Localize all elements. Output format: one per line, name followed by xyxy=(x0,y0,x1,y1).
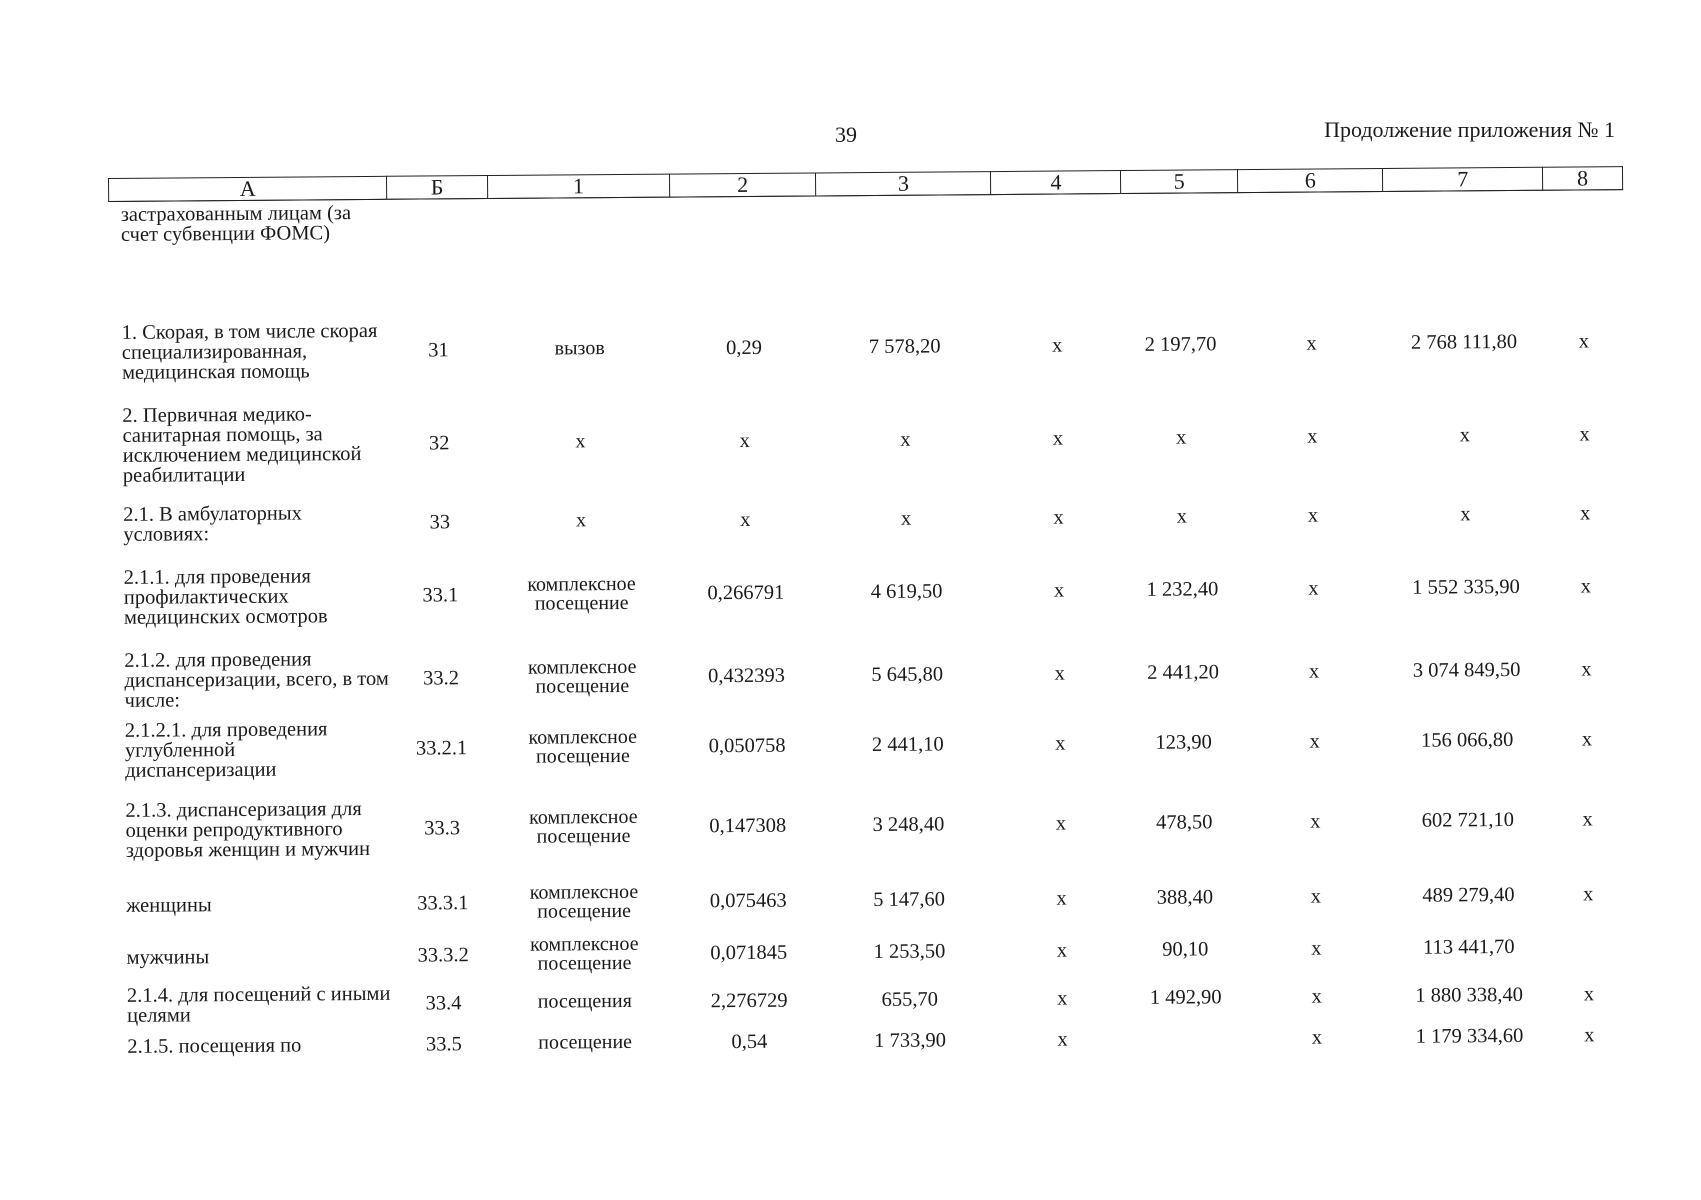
row-col-7: 489 279,40 xyxy=(1422,883,1515,907)
row-col-7: 1 880 338,40 xyxy=(1415,983,1524,1007)
row-code: 33.2 xyxy=(422,666,460,690)
header-col-4: 4 xyxy=(991,171,1121,195)
row-unit: вызов xyxy=(554,337,605,360)
header-col-5: 5 xyxy=(1121,170,1238,194)
row-unit: x xyxy=(575,509,587,532)
row-col-6: x xyxy=(1311,936,1322,960)
row-name: 2.1.2. для проведения диспансеризации, всего, в том числе: xyxy=(124,647,389,712)
table-row xyxy=(113,770,1628,880)
row-code: 33.3.2 xyxy=(417,943,469,967)
row-col-2: 0,54 xyxy=(731,1030,768,1053)
header-col-7: 7 xyxy=(1383,167,1543,191)
row-col-8: x xyxy=(1578,329,1590,352)
row-col-5: 478,50 xyxy=(1156,810,1213,834)
row-col-3: 1 253,50 xyxy=(873,939,946,963)
row-name: 2.1. В амбулаторных условиях: xyxy=(123,501,302,546)
row-col-7: 1 552 335,90 xyxy=(1412,575,1520,599)
row-col-3: x xyxy=(900,507,912,530)
row-col-5: 2 197,70 xyxy=(1144,332,1217,356)
row-col-7: 113 441,70 xyxy=(1422,935,1515,959)
intro-row xyxy=(109,190,1624,310)
row-col-7: 2 768 111,80 xyxy=(1410,330,1518,354)
row-col-4: x xyxy=(1053,579,1065,602)
row-col-3: 4 619,50 xyxy=(870,579,943,603)
table-row xyxy=(110,298,1625,396)
data-table-wrapper xyxy=(108,166,1630,1065)
row-col-8: x xyxy=(1579,501,1591,524)
intro-text: застрахованным лицам (за счет субвенции ФОМС) xyxy=(120,202,352,246)
header-col-8: 8 xyxy=(1543,167,1623,191)
row-code: 33.1 xyxy=(422,583,459,607)
row-unit: комплексное посещение xyxy=(527,655,637,698)
row-col-2: 0,29 xyxy=(725,336,762,359)
row-col-2: 0,071845 xyxy=(710,941,788,964)
table-row xyxy=(110,384,1625,496)
row-col-4: x xyxy=(1056,938,1068,962)
row-col-4: x xyxy=(1053,506,1064,529)
row-col-6: x xyxy=(1310,809,1321,833)
row-name: 2.1.4. для посещений с иными целями xyxy=(126,982,391,1027)
row-col-8: x xyxy=(1579,422,1590,445)
row-col-8: x xyxy=(1581,657,1592,680)
row-col-4: x xyxy=(1055,731,1066,755)
row-unit: комплексное посещение xyxy=(529,805,638,848)
row-col-7: 1 179 334,60 xyxy=(1415,1024,1524,1048)
row-code: 32 xyxy=(428,431,450,454)
row-col-3: 5 147,60 xyxy=(873,887,945,911)
row-code: 33.3.1 xyxy=(417,891,469,915)
row-col-6: x xyxy=(1308,577,1319,600)
row-col-3: 5 645,80 xyxy=(871,662,944,686)
row-col-8: x xyxy=(1584,1023,1595,1046)
row-col-6: x xyxy=(1308,660,1320,683)
row-col-3: 2 441,10 xyxy=(871,732,944,756)
row-col-2: 2,276729 xyxy=(710,989,788,1012)
row-col-3: 3 248,40 xyxy=(872,812,945,836)
row-col-2: 0,050758 xyxy=(708,734,786,757)
row-col-5: 1 232,40 xyxy=(1146,577,1219,601)
row-col-2: 0,075463 xyxy=(709,889,787,912)
row-col-5: 2 441,20 xyxy=(1147,660,1220,684)
row-col-4: x xyxy=(1054,662,1065,685)
header-col-6: 6 xyxy=(1238,168,1384,192)
row-col-6: x xyxy=(1307,425,1318,448)
row-unit: посещения xyxy=(537,989,632,1013)
row-col-6: x xyxy=(1311,984,1322,1008)
row-col-3: x xyxy=(900,428,911,451)
row-col-5: x xyxy=(1176,505,1188,528)
row-unit: комплексное посещение xyxy=(527,572,636,615)
row-col-4: x xyxy=(1057,986,1068,1010)
row-col-7: 602 721,10 xyxy=(1421,808,1515,832)
row-code: 33.2.1 xyxy=(415,736,468,760)
continuation-label: Продолжение приложения № 1 xyxy=(1324,117,1615,142)
row-col-4: x xyxy=(1051,334,1063,357)
row-col-4: x xyxy=(1056,886,1067,910)
row-name: 2. Первичная медико-санитарная помощь, за исключением медицинской реабилитации xyxy=(122,402,362,487)
row-col-3: 1 733,90 xyxy=(874,1028,947,1052)
row-col-5: 388,40 xyxy=(1156,885,1214,909)
row-name: мужчины xyxy=(126,945,210,969)
row-code: 31 xyxy=(428,338,449,361)
row-col-8: x xyxy=(1582,807,1593,830)
row-col-6: x xyxy=(1307,504,1319,527)
table-row xyxy=(111,542,1626,642)
row-col-6: x xyxy=(1309,730,1320,753)
row-col-4: x xyxy=(1055,811,1067,835)
row-col-5: 1 492,90 xyxy=(1149,985,1222,1009)
row-unit: комплексное посещение xyxy=(529,880,639,923)
row-unit: комплексное посещение xyxy=(530,932,639,975)
row-unit: посещение xyxy=(538,1030,633,1054)
row-col-6: x xyxy=(1311,1025,1323,1049)
row-name: 2.1.5. посещения по xyxy=(127,1034,302,1058)
row-code: 33.4 xyxy=(425,991,462,1015)
row-col-2: 0,432393 xyxy=(708,664,786,687)
row-col-8: x xyxy=(1580,574,1591,597)
row-unit: x xyxy=(575,430,586,453)
row-col-5 xyxy=(1127,1019,1244,1058)
row-name: 2.1.3. диспансеризация для оценки репродуктивного здоровья женщин и мужчин xyxy=(125,797,371,862)
header-col-2: 2 xyxy=(669,173,816,197)
row-name: женщины xyxy=(126,893,212,917)
row-col-4: x xyxy=(1057,1027,1068,1051)
header-col-1: 1 xyxy=(487,174,669,198)
data-table xyxy=(108,166,1630,1065)
row-col-2: x xyxy=(739,429,750,452)
row-code: 33.5 xyxy=(425,1032,462,1056)
row-col-8: x xyxy=(1582,882,1594,905)
row-col-7: x xyxy=(1459,423,1471,446)
row-col-3: 7 578,20 xyxy=(868,334,941,358)
row-col-7: 156 066,80 xyxy=(1420,728,1514,752)
row-col-8: x xyxy=(1581,727,1593,750)
row-col-7: x xyxy=(1460,502,1471,525)
row-code: 33.3 xyxy=(424,816,461,840)
row-name: 1. Скорая, в том числе скорая специализированная, медицинская помощь xyxy=(121,319,378,384)
row-col-6: x xyxy=(1310,884,1322,908)
row-col-4: x xyxy=(1052,427,1064,450)
row-unit: комплексное посещение xyxy=(528,725,638,768)
header-col-a: А xyxy=(109,176,388,201)
table-row xyxy=(112,630,1627,720)
row-col-2: x xyxy=(740,508,751,531)
row-col-8: x xyxy=(1583,982,1595,1005)
row-col-3: 655,70 xyxy=(881,988,939,1011)
row-col-8 xyxy=(1548,920,1628,973)
row-col-5: 123,90 xyxy=(1155,730,1212,754)
row-col-2: 0,147308 xyxy=(709,814,787,837)
row-col-5: x xyxy=(1176,426,1187,449)
row-code: 33 xyxy=(429,510,451,533)
header-col-b: Б xyxy=(387,176,487,200)
row-col-6: x xyxy=(1306,332,1317,355)
header-col-3: 3 xyxy=(816,172,991,196)
row-col-7: 3 074 849,50 xyxy=(1412,658,1521,682)
row-col-5: 90,10 xyxy=(1162,937,1209,961)
row-name: 2.1.2.1. для проведения углубленной диспансеризации xyxy=(124,717,328,782)
row-col-2: 0,266791 xyxy=(707,581,785,604)
page-number: 39 xyxy=(835,122,857,147)
row-name: 2.1.1. для проведения профилактических медицинских осмотров xyxy=(123,564,328,629)
